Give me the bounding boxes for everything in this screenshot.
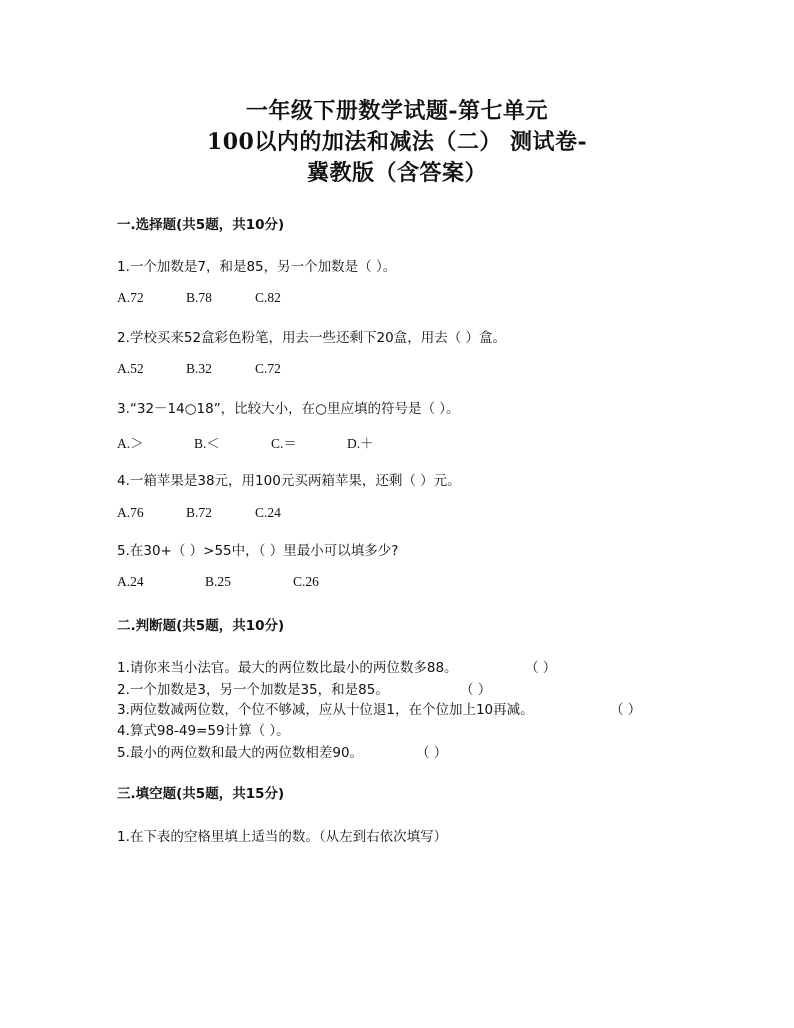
option-c: C.72	[255, 361, 281, 376]
option-b: B.25	[205, 574, 231, 589]
option-a: A.76	[117, 505, 144, 520]
title-line-2: 100以内的加法和减法（二） 测试卷-	[206, 129, 588, 155]
judgement-item: 1.请你来当小法官。最大的两位数比最小的两位数多88。	[117, 660, 458, 676]
section-heading-multiple-choice: 一.选择题(共5题，共10分)	[117, 217, 285, 233]
judgement-item: 2.一个加数是3，另一个加数是35，和是85。	[117, 682, 389, 698]
question-text: 1.一个加数是7，和是85，另一个加数是（ ）。	[117, 259, 397, 275]
option-a: A.24	[117, 574, 144, 589]
judgement-item: 3.两位数减两位数，个位不够减，应从十位退1，在个位加上10再减。	[117, 702, 534, 718]
option-c: C.24	[255, 505, 281, 520]
option-c: C.82	[255, 290, 281, 305]
answer-bracket[interactable]: （ ）	[610, 702, 642, 718]
answer-bracket[interactable]: （ ）	[525, 660, 557, 676]
option-b: B.78	[186, 290, 212, 305]
answer-bracket[interactable]: （ ）	[416, 745, 448, 761]
question-text: 3.“32－14○18”，比较大小，在○里应填的符号是（ ）。	[117, 401, 460, 417]
option-b: B.＜	[194, 436, 220, 451]
option-a: A.＞	[117, 436, 144, 451]
option-c: C.＝	[271, 436, 297, 451]
option-a: A.52	[117, 361, 144, 376]
title-line-3: 冀教版（含答案）	[306, 160, 487, 186]
option-b: B.32	[186, 361, 212, 376]
judgement-item: 4.算式98-49=59计算（ ）。	[117, 723, 290, 739]
title-line-1: 一年级下册数学试题-第七单元	[245, 98, 549, 124]
exam-title	[0, 96, 794, 189]
question-text: 2.学校买来52盒彩色粉笔，用去一些还剩下20盒，用去（ ）盒。	[117, 330, 507, 346]
judgement-item: 5.最小的两位数和最大的两位数相差90。	[117, 745, 364, 761]
question-text: 1.在下表的空格里填上适当的数。（从左到右依次填写）	[117, 829, 448, 845]
section-heading-fill-in: 三.填空题(共5题，共15分)	[117, 786, 285, 802]
question-text: 4.一箱苹果是38元，用100元买两箱苹果，还剩（ ）元。	[117, 473, 461, 489]
section-heading-true-false: 二.判断题(共5题，共10分)	[117, 618, 285, 634]
option-c: C.26	[293, 574, 319, 589]
option-a: A.72	[117, 290, 144, 305]
question-text: 5.在30+（ ）>55中，（ ）里最小可以填多少?	[117, 543, 399, 559]
option-b: B.72	[186, 505, 212, 520]
option-d: D.＋	[347, 436, 374, 451]
answer-bracket[interactable]: （ ）	[460, 682, 492, 698]
